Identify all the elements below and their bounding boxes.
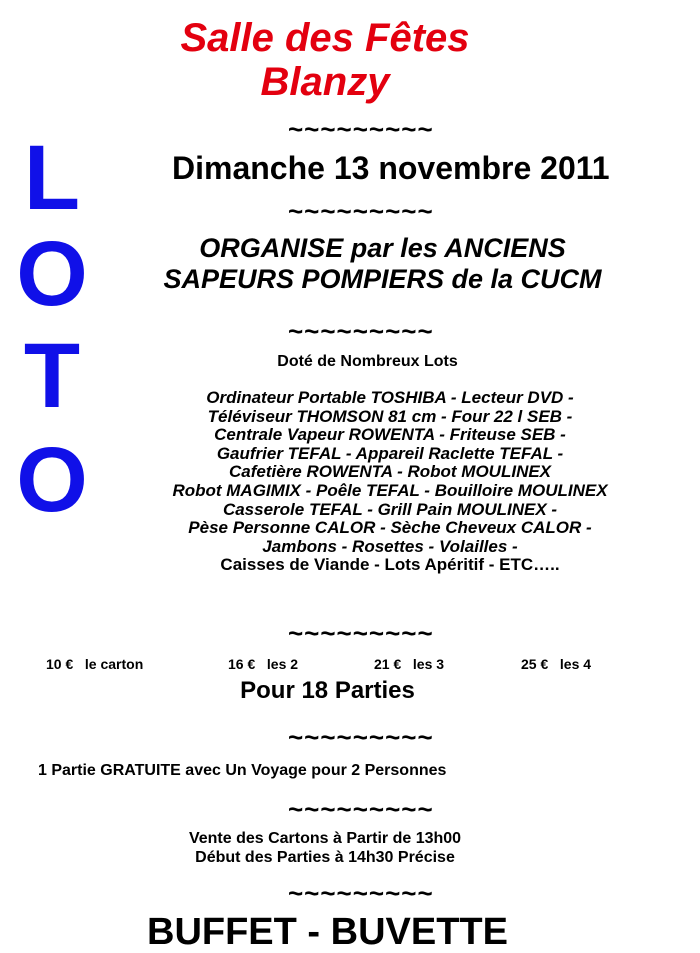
prize-line: Cafetière ROWENTA - Robot MOULINEX: [228, 462, 552, 482]
free-game: 1 Partie GRATUITE avec Un Voyage pour 2 Personnes: [38, 762, 447, 779]
schedule: [120, 829, 530, 867]
prize-line-last: Caisses de Viande - Lots Apéritif - ETC…..: [220, 555, 560, 575]
separator: ~~~~~~~~~: [288, 794, 434, 824]
prize-line: Jambons - Rosettes - Volailles -: [262, 536, 518, 556]
venue-name: Salle des Fêtes: [180, 16, 470, 60]
prize-line: Téléviseur THOMSON 81 cm - Four 22 l SEB -: [207, 406, 573, 426]
price-amount: 21 €: [374, 656, 402, 672]
prize-line: Ordinateur Portable TOSHIBA - Lecteur DVD -: [206, 388, 574, 407]
prize-line: Robot MAGIMIX - Poêle TEFAL - Bouilloire MOULINEX: [172, 480, 608, 500]
separator: ~~~~~~~~~: [288, 114, 434, 144]
separator: ~~~~~~~~~: [288, 618, 434, 648]
separator: ~~~~~~~~~: [288, 878, 434, 908]
price-label: les 3: [412, 656, 445, 672]
schedule-sale: Vente des Cartons à Partir de 13h00: [188, 830, 462, 847]
separator: ~~~~~~~~~: [288, 196, 434, 226]
prize-list: [110, 389, 670, 575]
organiser-line1: ORGANISE par les ANCIENS: [199, 233, 566, 263]
loto-letter-o: O: [16, 223, 88, 325]
schedule-start: Début des Parties à 14h30 Précise: [195, 849, 455, 866]
price-amount: 16 €: [228, 656, 256, 672]
prizes-heading: Doté de Nombreux Lots: [277, 353, 458, 370]
price-label: les 2: [266, 656, 299, 672]
loto-letter-l: L: [23, 127, 81, 229]
event-date: Dimanche 13 novembre 2011: [172, 150, 610, 186]
price-item-3: [374, 656, 444, 672]
price-item-2: [228, 656, 298, 672]
separator: ~~~~~~~~~: [288, 316, 434, 346]
venue-title: [0, 16, 650, 104]
prize-line: Pèse Personne CALOR - Sèche Cheveux CALOR -: [188, 518, 592, 538]
price-label: les 4: [559, 656, 592, 672]
loto-letter-t: T: [23, 325, 81, 427]
parties-count: Pour 18 Parties: [240, 677, 415, 704]
separator: ~~~~~~~~~: [288, 722, 434, 752]
price-item-4: [521, 656, 591, 672]
prize-line: Centrale Vapeur ROWENTA - Friteuse SEB -: [214, 425, 566, 445]
price-item-1: [46, 656, 143, 672]
venue-town: Blanzy: [260, 60, 390, 104]
prize-line: Casserole TEFAL - Grill Pain MOULINEX -: [222, 499, 558, 519]
organiser-line2: SAPEURS POMPIERS de la CUCM: [163, 264, 602, 294]
prize-line: Gaufrier TEFAL - Appareil Raclette TEFAL -: [216, 443, 564, 463]
price-amount: 10 €: [46, 656, 74, 672]
loto-letter-o2: O: [16, 429, 88, 531]
price-label: le carton: [84, 656, 144, 672]
price-amount: 25 €: [521, 656, 549, 672]
organiser: [110, 233, 655, 295]
buffet-buvette: BUFFET - BUVETTE: [147, 911, 508, 953]
